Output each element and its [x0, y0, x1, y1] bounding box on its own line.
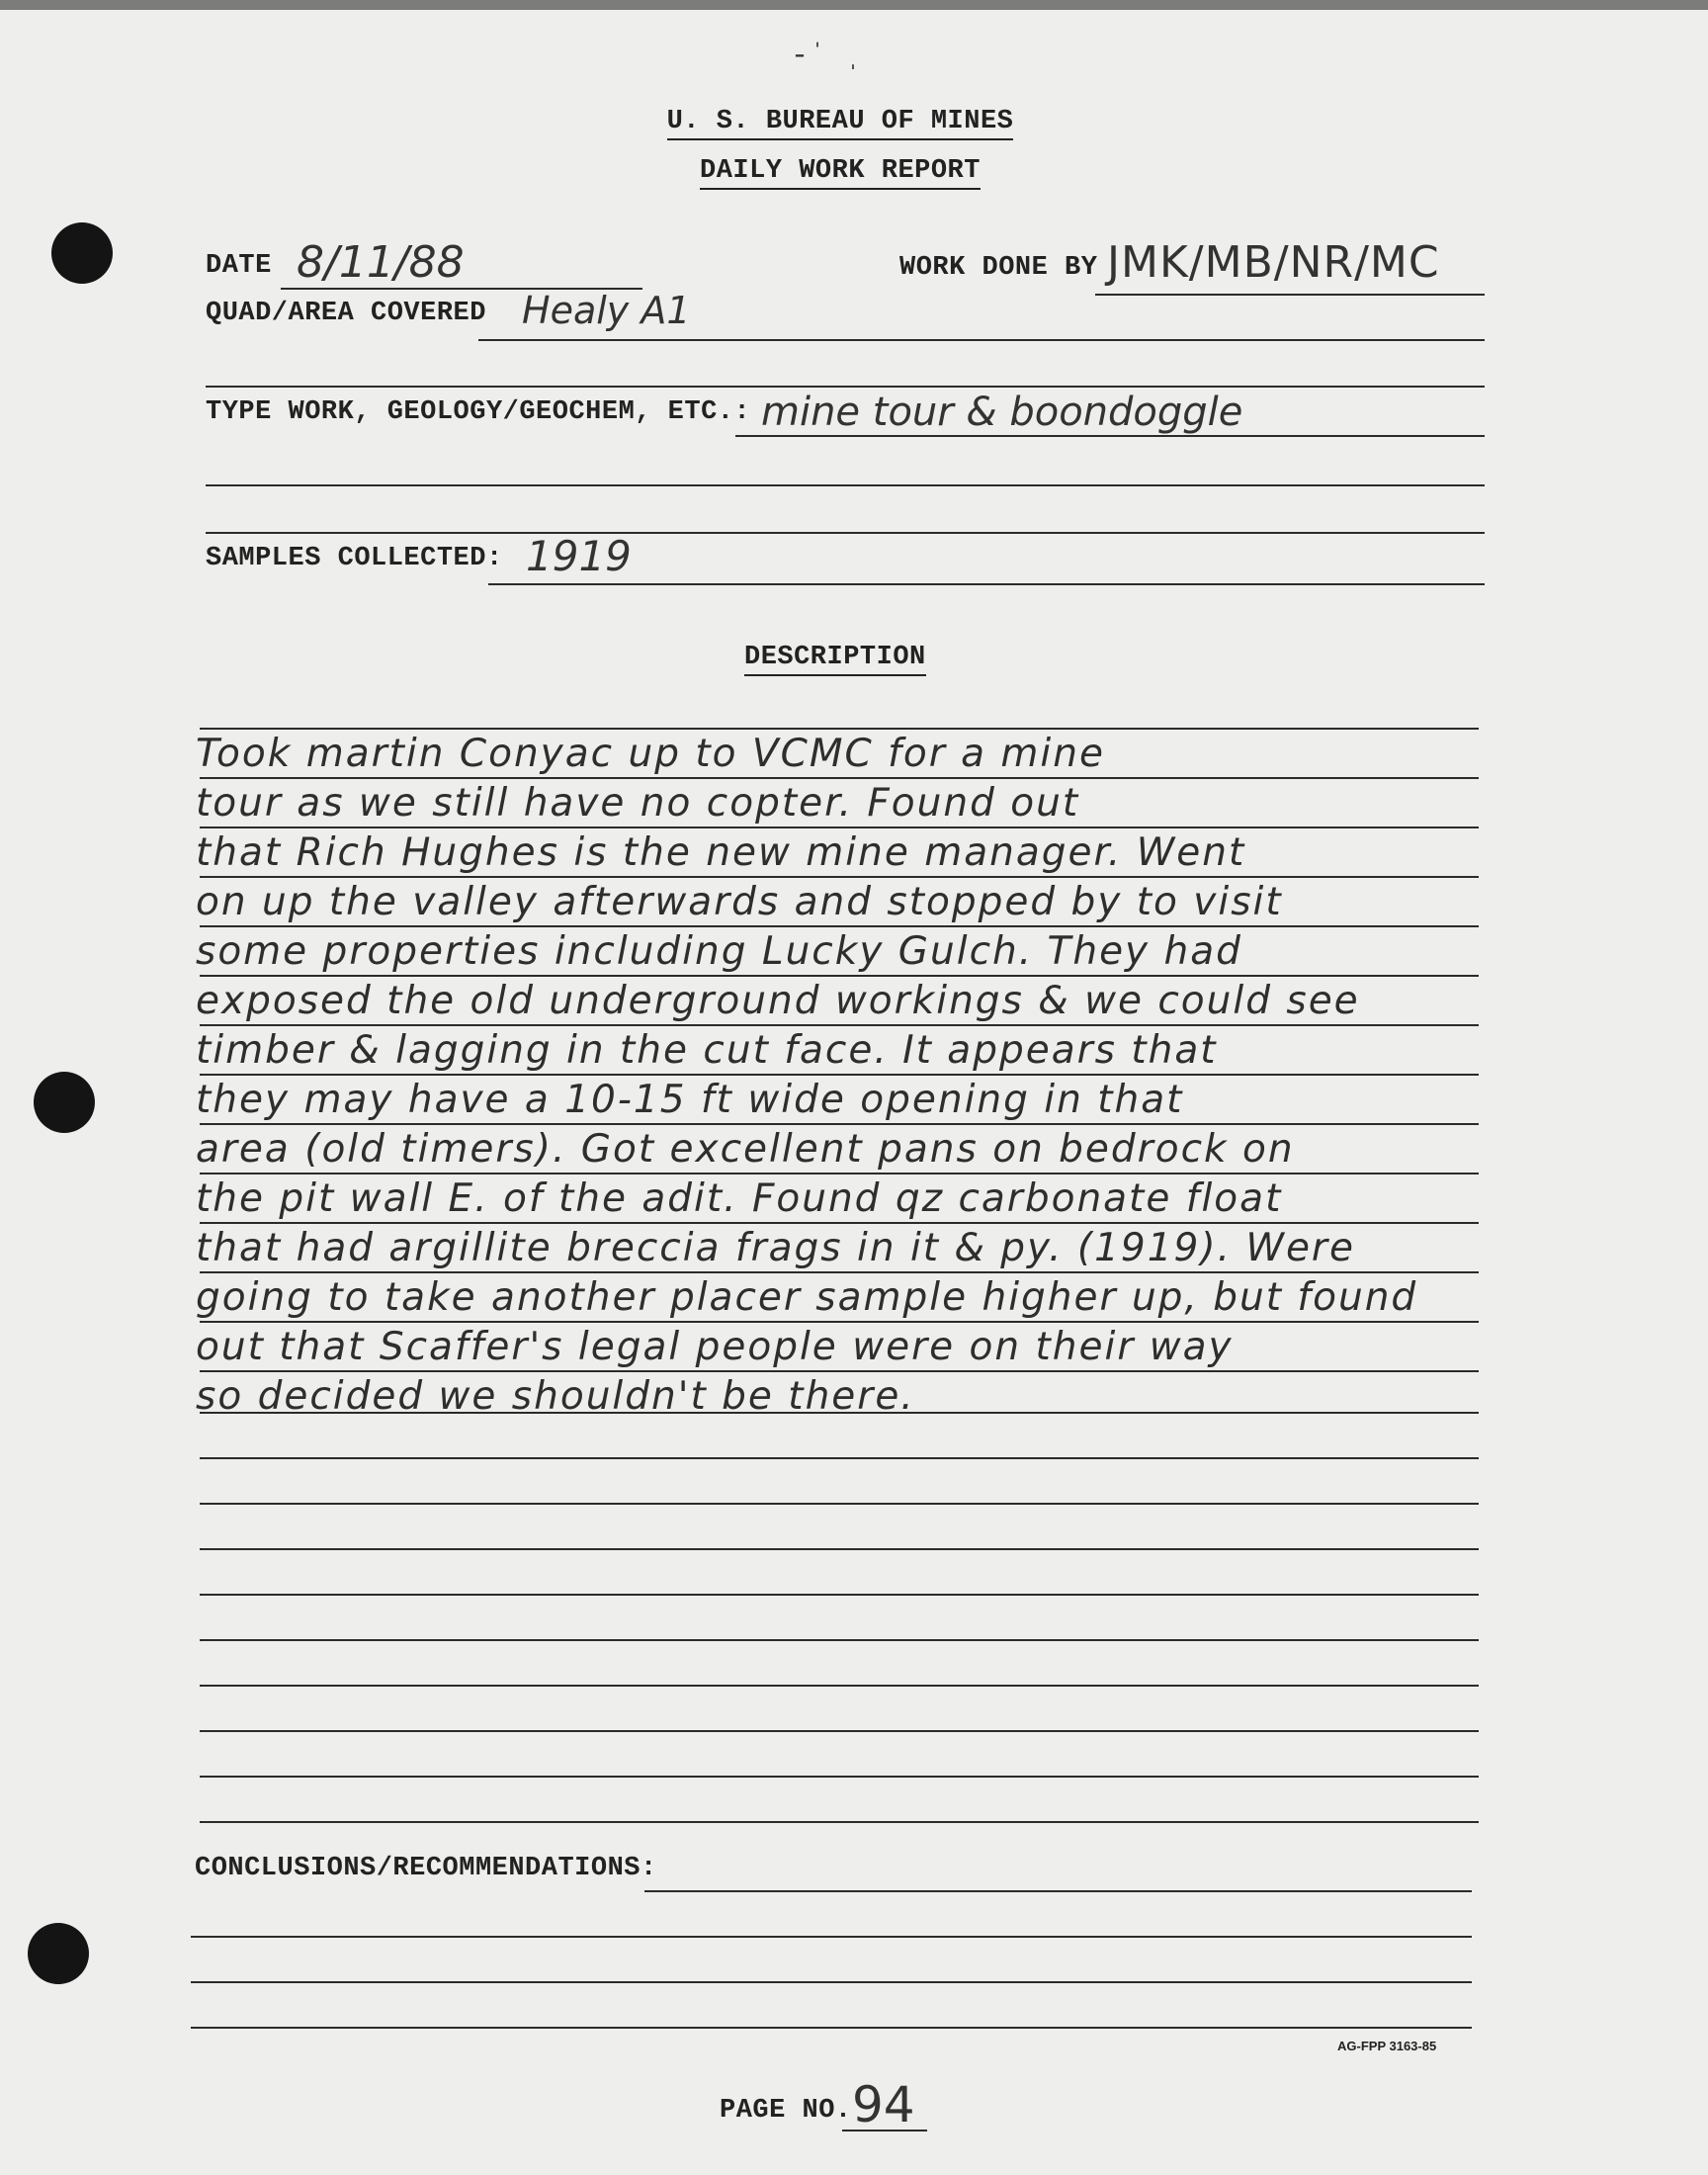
punch-hole-bottom	[28, 1923, 89, 1984]
work-done-by-line	[1095, 294, 1485, 296]
date-value: 8/11/88	[297, 237, 465, 288]
ruled-line	[200, 1370, 1479, 1372]
samples-line	[488, 583, 1485, 585]
blank-line	[206, 484, 1485, 486]
description-line: the pit wall E. of the adit. Found qz carbonate float	[196, 1176, 1283, 1221]
description-line: area (old timers). Got excellent pans on bedrock on	[196, 1127, 1295, 1172]
ruled-line	[200, 975, 1479, 977]
samples-value: 1919	[526, 532, 632, 580]
scan-top-edge	[0, 0, 1708, 10]
ruled-line	[200, 826, 1479, 828]
description-line: tour as we still have no copter. Found out	[196, 781, 1080, 826]
ruled-line	[200, 1776, 1479, 1778]
description-line: out that Scaffer's legal people were on their way	[196, 1325, 1234, 1369]
ruled-line	[200, 1222, 1479, 1224]
punch-hole-top	[51, 222, 113, 284]
description-line: going to take another placer sample higher up, but found	[196, 1275, 1418, 1320]
ruled-line	[200, 1503, 1479, 1505]
date-label: DATE	[206, 251, 272, 281]
description-line: on up the valley afterwards and stopped by to visit	[196, 880, 1283, 924]
quad-value: Healy A1	[522, 289, 691, 332]
description-line: Took martin Conyac up to VCMC for a mine	[196, 732, 1105, 776]
ruled-line	[200, 1173, 1479, 1174]
description-line: so decided we shouldn't be there.	[196, 1374, 915, 1419]
ruled-line	[200, 1594, 1479, 1596]
description-line: timber & lagging in the cut face. It appears that	[196, 1028, 1218, 1073]
quad-label: QUAD/AREA COVERED	[206, 299, 486, 328]
blank-line	[206, 386, 1485, 388]
ruled-line	[200, 1639, 1479, 1641]
work-done-by-value: JMK/MB/NR/MC	[1107, 237, 1440, 288]
conclusions-line	[191, 2027, 1472, 2029]
form-code: AG-FPP 3163-85	[1337, 2039, 1437, 2053]
samples-label: SAMPLES COLLECTED:	[206, 544, 503, 573]
ruled-line	[200, 1730, 1479, 1732]
conclusions-line	[191, 1936, 1472, 1938]
type-work-label: TYPE WORK, GEOLOGY/GEOCHEM, ETC.:	[206, 397, 751, 427]
description-line: that Rich Hughes is the new mine manager. Went	[196, 830, 1246, 875]
ruled-line	[200, 1548, 1479, 1550]
page-number-value: 94	[852, 2076, 915, 2133]
ruled-line	[200, 1024, 1479, 1026]
conclusions-line	[644, 1890, 1472, 1892]
punch-hole-middle	[34, 1072, 95, 1133]
type-work-value: mine tour & boondoggle	[761, 390, 1243, 435]
ruled-line	[200, 925, 1479, 927]
ruled-line	[200, 777, 1479, 779]
agency-title: U. S. BUREAU OF MINES	[0, 107, 1680, 136]
ruled-line	[200, 728, 1479, 730]
ruled-line	[200, 1457, 1479, 1459]
ruled-line	[200, 1321, 1479, 1323]
description-heading: DESCRIPTION	[744, 643, 926, 672]
description-line: some properties including Lucky Gulch. They had	[196, 929, 1242, 974]
quad-line	[478, 339, 1485, 341]
conclusions-label: CONCLUSIONS/RECOMMENDATIONS:	[195, 1854, 657, 1883]
description-line: that had argillite breccia frags in it & py. (1919). Were	[196, 1226, 1355, 1270]
ruled-line	[200, 1685, 1479, 1687]
ruled-line	[200, 1271, 1479, 1273]
stray-mark: ‑ˈ ˌ	[791, 40, 863, 73]
description-line: exposed the old underground workings & we could see	[196, 979, 1360, 1023]
blank-line	[206, 532, 1485, 534]
report-type-title: DAILY WORK REPORT	[0, 156, 1680, 186]
page-number-line	[842, 2130, 927, 2132]
work-done-by-label: WORK DONE BY	[899, 253, 1098, 283]
conclusions-line	[191, 1981, 1472, 1983]
ruled-line	[200, 876, 1479, 878]
page-number-label: PAGE NO.	[720, 2096, 852, 2126]
ruled-line	[200, 1074, 1479, 1076]
ruled-line	[200, 1123, 1479, 1125]
description-line: they may have a 10-15 ft wide opening in that	[196, 1078, 1184, 1122]
type-work-line	[735, 435, 1485, 437]
ruled-line	[200, 1821, 1479, 1823]
